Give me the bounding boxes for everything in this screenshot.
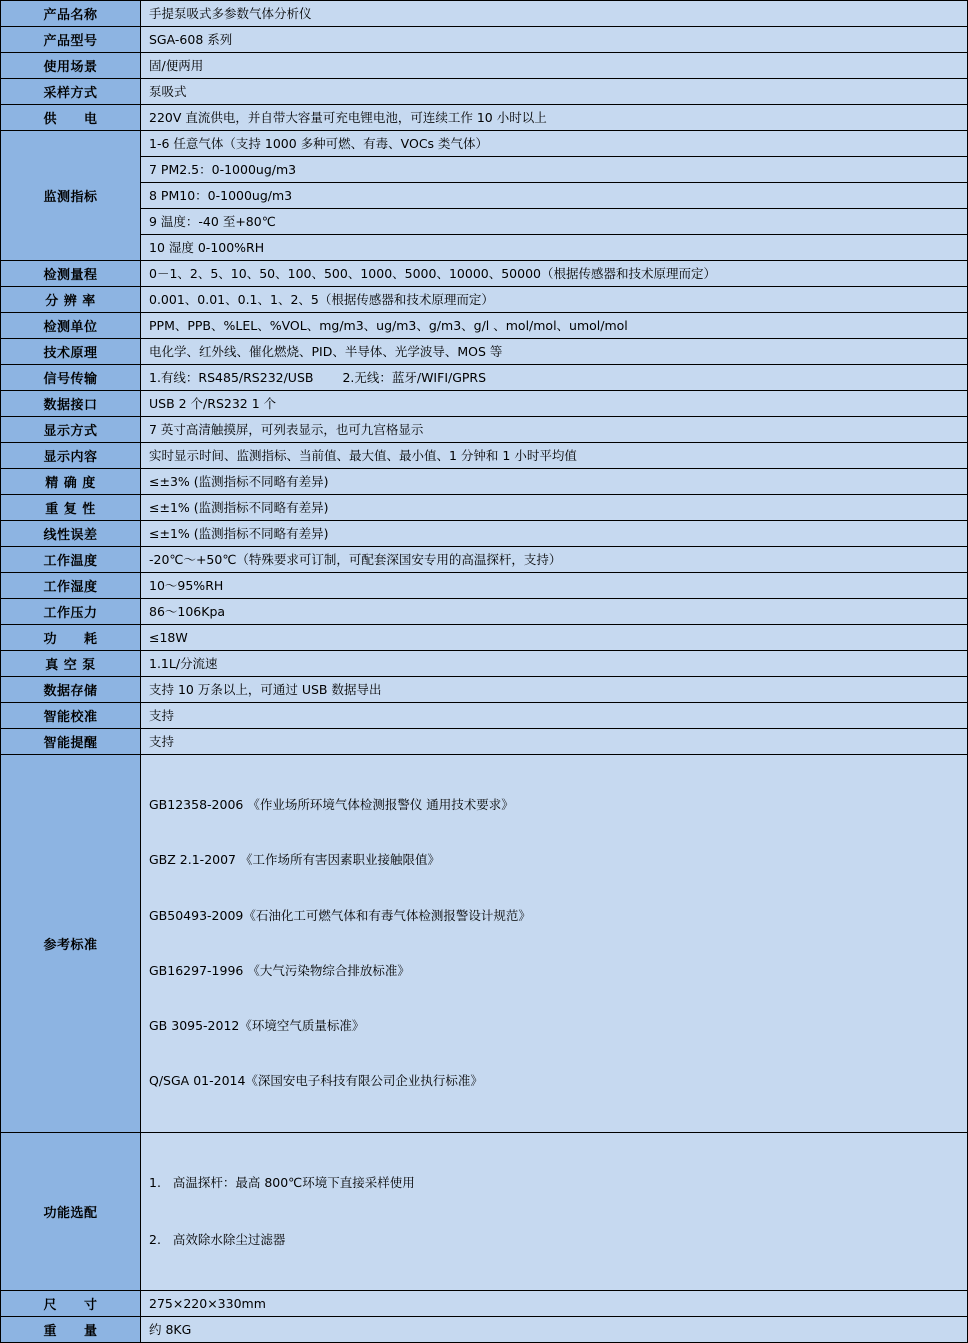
table-row [1,183,968,209]
label-accuracy: 精 确 度 [1,469,141,495]
table-row [1,365,968,391]
table-row [1,1,968,27]
reference-standard-line: GB 3095-2012《环境空气质量标准》 [149,1018,365,1034]
table-row [1,209,968,235]
label-data-storage: 数据存储 [1,677,141,703]
value-product-model: SGA-608 系列 [141,27,968,53]
value-detection-range: 0－1、2、5、10、50、100、500、1000、5000、10000、50000（根据传感器和技术原理而定） [141,261,968,287]
table-row [1,521,968,547]
value-signal-transmission: 1.有线：RS485/RS232/USB 2.无线：蓝牙/WIFI/GPRS [141,365,968,391]
table-row [1,469,968,495]
reference-standard-line: GB16297-1996 《大气污染物综合排放标准》 [149,962,410,978]
table-row [1,755,968,1133]
value-usage-scene: 固/便两用 [141,53,968,79]
label-weight: 重 量 [1,1316,141,1342]
value-monitoring-item-4: 9 温度：-40 至+80℃ [141,209,968,235]
label-data-interface: 数据接口 [1,391,141,417]
table-row [1,651,968,677]
value-vacuum-pump: 1.1L/分流速 [141,651,968,677]
table-row [1,573,968,599]
table-row [1,625,968,651]
table-row [1,235,968,261]
label-detection-range: 检测量程 [1,261,141,287]
label-working-pressure: 工作压力 [1,599,141,625]
label-power-supply: 供 电 [1,105,141,131]
value-repeatability: ≤±1% (监测指标不同略有差异) [141,495,968,521]
table-row [1,287,968,313]
optional-function-line: 2. 高效除水除尘过滤器 [149,1231,286,1247]
table-row [1,443,968,469]
value-accuracy: ≤±3% (监测指标不同略有差异) [141,469,968,495]
table-row [1,495,968,521]
table-row [1,1290,968,1316]
value-monitoring-item-1: 1-6 任意气体（支持 1000 多种可燃、有毒、VOCs 类气体） [141,131,968,157]
table-row [1,1132,968,1290]
label-smart-reminder: 智能提醒 [1,729,141,755]
table-row [1,79,968,105]
table-row [1,313,968,339]
value-weight: 约 8KG [141,1316,968,1342]
label-working-humidity: 工作湿度 [1,573,141,599]
reference-standard-line: GBZ 2.1-2007 《工作场所有害因素职业接触限值》 [149,852,440,868]
label-monitoring-indicators: 监测指标 [1,131,141,261]
value-monitoring-item-2: 7 PM2.5：0-1000ug/m3 [141,157,968,183]
value-product-name: 手提泵吸式多参数气体分析仪 [141,1,968,27]
value-linearity-error: ≤±1% (监测指标不同略有差异) [141,521,968,547]
value-technical-principle: 电化学、红外线、催化燃烧、PID、半导体、光学波导、MOS 等 [141,339,968,365]
value-dimensions: 275×220×330mm [141,1290,968,1316]
value-working-temperature: -20℃～+50℃（特殊要求可订制，可配套深国安专用的高温探杆，支持） [141,547,968,573]
value-sampling-method: 泵吸式 [141,79,968,105]
label-repeatability: 重 复 性 [1,495,141,521]
table-row [1,157,968,183]
table-row [1,1316,968,1342]
optional-function-line: 1. 高温探杆：最高 800℃环境下直接采样使用 [149,1174,415,1190]
table-row [1,105,968,131]
table-row [1,703,968,729]
table-row [1,27,968,53]
value-power-consumption: ≤18W [141,625,968,651]
label-technical-principle: 技术原理 [1,339,141,365]
value-display-mode: 7 英寸高清触摸屏，可列表显示，也可九宫格显示 [141,417,968,443]
value-smart-reminder: 支持 [141,729,968,755]
table-row [1,599,968,625]
value-optional-functions [141,1132,968,1290]
label-power-consumption: 功 耗 [1,625,141,651]
table-row [1,261,968,287]
value-resolution: 0.001、0.01、0.1、1、2、5（根据传感器和技术原理而定） [141,287,968,313]
table-row [1,391,968,417]
table-row [1,53,968,79]
reference-standard-line: GB50493-2009《石油化工可燃气体和有毒气体检测报警设计规范》 [149,907,531,923]
label-display-mode: 显示方式 [1,417,141,443]
value-detection-units: PPM、PPB、%LEL、%VOL、mg/m3、ug/m3、g/m3、g/l 、mol/mol、umol/mol [141,313,968,339]
label-product-model: 产品型号 [1,27,141,53]
value-data-storage: 支持 10 万条以上，可通过 USB 数据导出 [141,677,968,703]
table-row [1,547,968,573]
label-optional-functions: 功能选配 [1,1132,141,1290]
reference-standard-line: Q/SGA 01-2014《深国安电子科技有限公司企业执行标准》 [149,1073,483,1089]
label-product-name: 产品名称 [1,1,141,27]
value-working-pressure: 86～106Kpa [141,599,968,625]
label-usage-scene: 使用场景 [1,53,141,79]
value-power-supply: 220V 直流供电，并自带大容量可充电锂电池，可连续工作 10 小时以上 [141,105,968,131]
label-vacuum-pump: 真 空 泵 [1,651,141,677]
table-row [1,729,968,755]
label-dimensions: 尺 寸 [1,1290,141,1316]
label-detection-units: 检测单位 [1,313,141,339]
value-working-humidity: 10～95%RH [141,573,968,599]
value-smart-calibration: 支持 [141,703,968,729]
label-reference-standards: 参考标准 [1,755,141,1133]
value-reference-standards [141,755,968,1133]
label-signal-transmission: 信号传输 [1,365,141,391]
table-row [1,131,968,157]
value-display-content: 实时显示时间、监测指标、当前值、最大值、最小值、1 分钟和 1 小时平均值 [141,443,968,469]
table-row [1,677,968,703]
label-linearity-error: 线性误差 [1,521,141,547]
reference-standard-line: GB12358-2006 《作业场所环境气体检测报警仪 通用技术要求》 [149,797,514,812]
label-resolution: 分 辨 率 [1,287,141,313]
label-display-content: 显示内容 [1,443,141,469]
label-sampling-method: 采样方式 [1,79,141,105]
table-row [1,417,968,443]
label-smart-calibration: 智能校准 [1,703,141,729]
value-monitoring-item-5: 10 湿度 0-100%RH [141,235,968,261]
label-working-temperature: 工作温度 [1,547,141,573]
table-row [1,339,968,365]
value-monitoring-item-3: 8 PM10：0-1000ug/m3 [141,183,968,209]
value-data-interface: USB 2 个/RS232 1 个 [141,391,968,417]
